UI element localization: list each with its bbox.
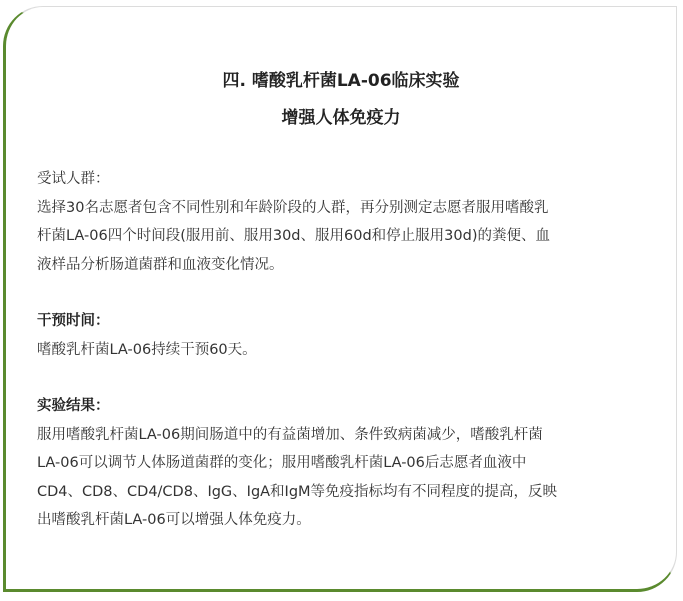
subjects-heading: 受试人群： xyxy=(37,171,110,187)
results-line-2: LA-06可以调节人体肠道菌群的变化；服用嗜酸乳杆菌LA-06后志愿者血液中 xyxy=(37,455,527,471)
title-block xyxy=(6,63,676,137)
content-card xyxy=(3,6,677,592)
section-title: 四. 嗜酸乳杆菌LA-06临床实验 xyxy=(222,71,460,91)
body-text xyxy=(37,165,649,535)
results-heading: 实验结果： xyxy=(37,398,110,414)
intervention-section xyxy=(37,307,649,364)
spacer xyxy=(37,279,649,307)
results-line-3: CD4、CD8、CD4/CD8、IgG、IgA和IgM等免疫指标均有不同程度的提高，反映 xyxy=(37,483,558,500)
intervention-heading: 干预时间： xyxy=(37,313,110,329)
section-subtitle: 增强人体免疫力 xyxy=(281,108,401,128)
subjects-line-1: 选择30名志愿者包含不同性别和年龄阶段的人群，再分别测定志愿者服用嗜酸乳 xyxy=(37,199,549,216)
results-line-1: 服用嗜酸乳杆菌LA-06期间肠道中的有益菌增加、条件致病菌减少，嗜酸乳杆菌 xyxy=(37,426,543,443)
subjects-line-3: 液样品分析肠道菌群和血液变化情况。 xyxy=(37,256,284,273)
subjects-line-2: 杆菌LA-06四个时间段(服用前、服用30d、服用60d和停止服用30d)的粪便、血 xyxy=(37,228,550,244)
results-section xyxy=(37,392,649,535)
intervention-text: 嗜酸乳杆菌LA-06持续干预60天。 xyxy=(37,341,257,358)
subjects-section xyxy=(37,165,649,279)
spacer xyxy=(37,364,649,392)
results-line-4: 出嗜酸乳杆菌LA-06可以增强人体免疫力。 xyxy=(37,512,311,528)
